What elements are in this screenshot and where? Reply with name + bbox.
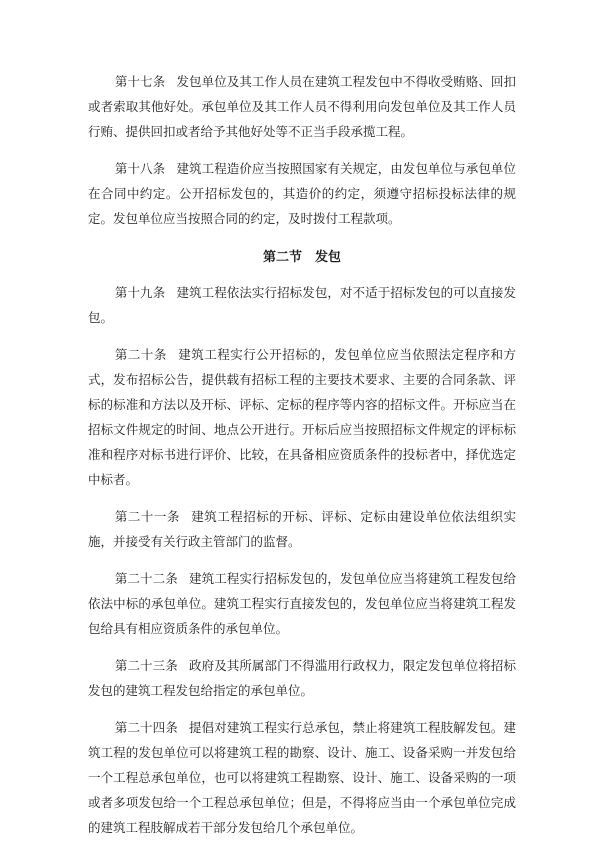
article-number: 第二十二条 [114,572,178,586]
article-paragraph [88,281,516,331]
article-text: 建筑工程造价应当按照国家有关规定，由发包单位与承包单位在合同中约定。公开招标发包的，其造价的约定，须遵守招标投标法律的规定。发包单位应当按照合同的约定，及时拨付工程款项。 [88,162,516,226]
article-text: 建筑工程依法实行招标发包，对不适于招标发包的可以直接发包。 [88,286,516,325]
article-paragraph [88,716,516,841]
article-number: 第十九条 [114,286,166,300]
article-text: 提倡对建筑工程实行总承包，禁止将建筑工程肢解发包。建筑工程的发包单位可以将建筑工程的勘察、设计、施工、设备采购一并发包给一个工程总承包单位，也可以将建筑工程勘察、设计、施工、设备采购的一项或者多项发包给一个工程总承包单位；但是，不得将应当由一个承包单位完成的建筑工程肢解成若干部分发包给几个承包单位。 [88,721,516,835]
article-paragraph [88,70,516,145]
document-body [88,70,516,841]
article-paragraph [88,343,516,493]
section-heading: 第二节 发包 [262,249,341,264]
article-number: 第二十一条 [114,510,180,524]
article-number: 第十八条 [114,162,166,176]
article-number: 第二十条 [114,348,167,362]
article-text: 建筑工程招标的开标、评标、定标由建设单位依法组织实施，并接受有关行政主管部门的监督。 [88,510,516,549]
article-number: 第二十三条 [114,659,178,673]
article-paragraph [88,567,516,642]
article-paragraph [88,505,516,555]
article-text: 政府及其所属部门不得滥用行政权力，限定发包单位将招标发包的建筑工程发包给指定的承包单位。 [88,659,516,698]
article-number: 第二十四条 [114,721,178,735]
article-paragraph [88,654,516,704]
article-text: 建筑工程实行公开招标的，发包单位应当依照法定程序和方式，发布招标公告，提供载有招标工程的主要技术要求、主要的合同条款、评标的标准和方法以及开标、评标、定标的程序等内容的招标文件。开标应当在招标文件规定的时间、地点公开进行。开标后应当按照招标文件规定的评标标准和程序对标书进行评价、比较，在具备相应资质条件的投标者中，择优选定中标者。 [88,348,516,487]
article-text: 发包单位及其工作人员在建筑工程发包中不得收受贿赂、回扣或者索取其他好处。承包单位及其工作人员不得利用向发包单位及其工作人员行贿、提供回扣或者给予其他好处等不正当手段承揽工程。 [88,75,516,139]
article-paragraph [88,157,516,232]
article-number: 第十七条 [114,75,166,89]
article-text: 建筑工程实行招标发包的，发包单位应当将建筑工程发包给依法中标的承包单位。建筑工程实行直接发包的，发包单位应当将建筑工程发包给具有相应资质条件的承包单位。 [88,572,516,636]
